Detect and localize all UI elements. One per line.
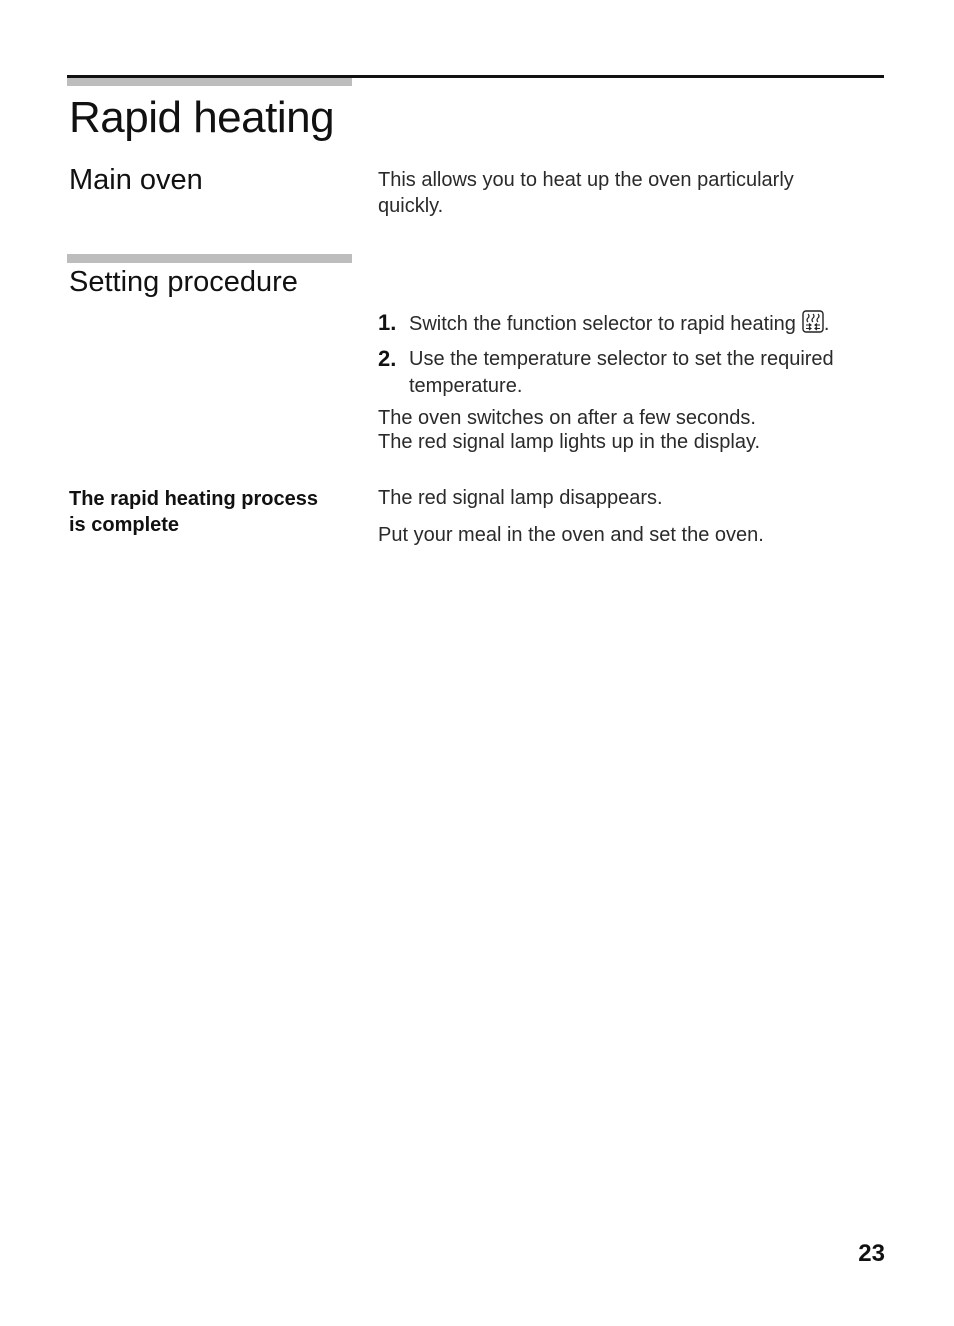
page-number: 23 xyxy=(858,1240,885,1267)
page-title: Rapid heating xyxy=(69,93,335,142)
procedure-step xyxy=(378,346,888,400)
process-complete-heading-line: The rapid heating process xyxy=(69,488,318,510)
title-accent-bar xyxy=(67,78,352,86)
procedure-result xyxy=(378,406,888,454)
process-complete-heading xyxy=(69,486,349,538)
main-oven-description-line: quickly. xyxy=(378,195,444,217)
section-accent-bar xyxy=(67,254,352,263)
step-suffix: . xyxy=(823,313,830,335)
step-number: 2. xyxy=(378,346,397,371)
complete-text-meal: Put your meal in the oven and set the oven. xyxy=(378,524,764,546)
rapid-heating-symbol-icon xyxy=(802,310,824,341)
step-number: 1. xyxy=(378,310,397,335)
complete-text-lamp: The red signal lamp disappears. xyxy=(378,487,663,509)
main-oven-description xyxy=(378,167,888,219)
procedure-result-line: The red signal lamp lights up in the display. xyxy=(378,431,761,453)
setting-procedure-heading: Setting procedure xyxy=(69,266,298,298)
process-complete-heading-line: is complete xyxy=(69,514,180,536)
main-oven-description-line: This allows you to heat up the oven particularly xyxy=(378,169,794,191)
procedure-step xyxy=(378,310,888,341)
step-text-line: Use the temperature selector to set the required xyxy=(409,348,834,370)
step-text xyxy=(409,346,888,400)
main-oven-heading: Main oven xyxy=(69,164,203,196)
step-text-content: Switch the function selector to rapid heating xyxy=(409,313,796,335)
procedure-result-line: The oven switches on after a few seconds. xyxy=(378,407,756,429)
step-text xyxy=(409,310,888,341)
step-text-line: temperature. xyxy=(409,375,523,397)
